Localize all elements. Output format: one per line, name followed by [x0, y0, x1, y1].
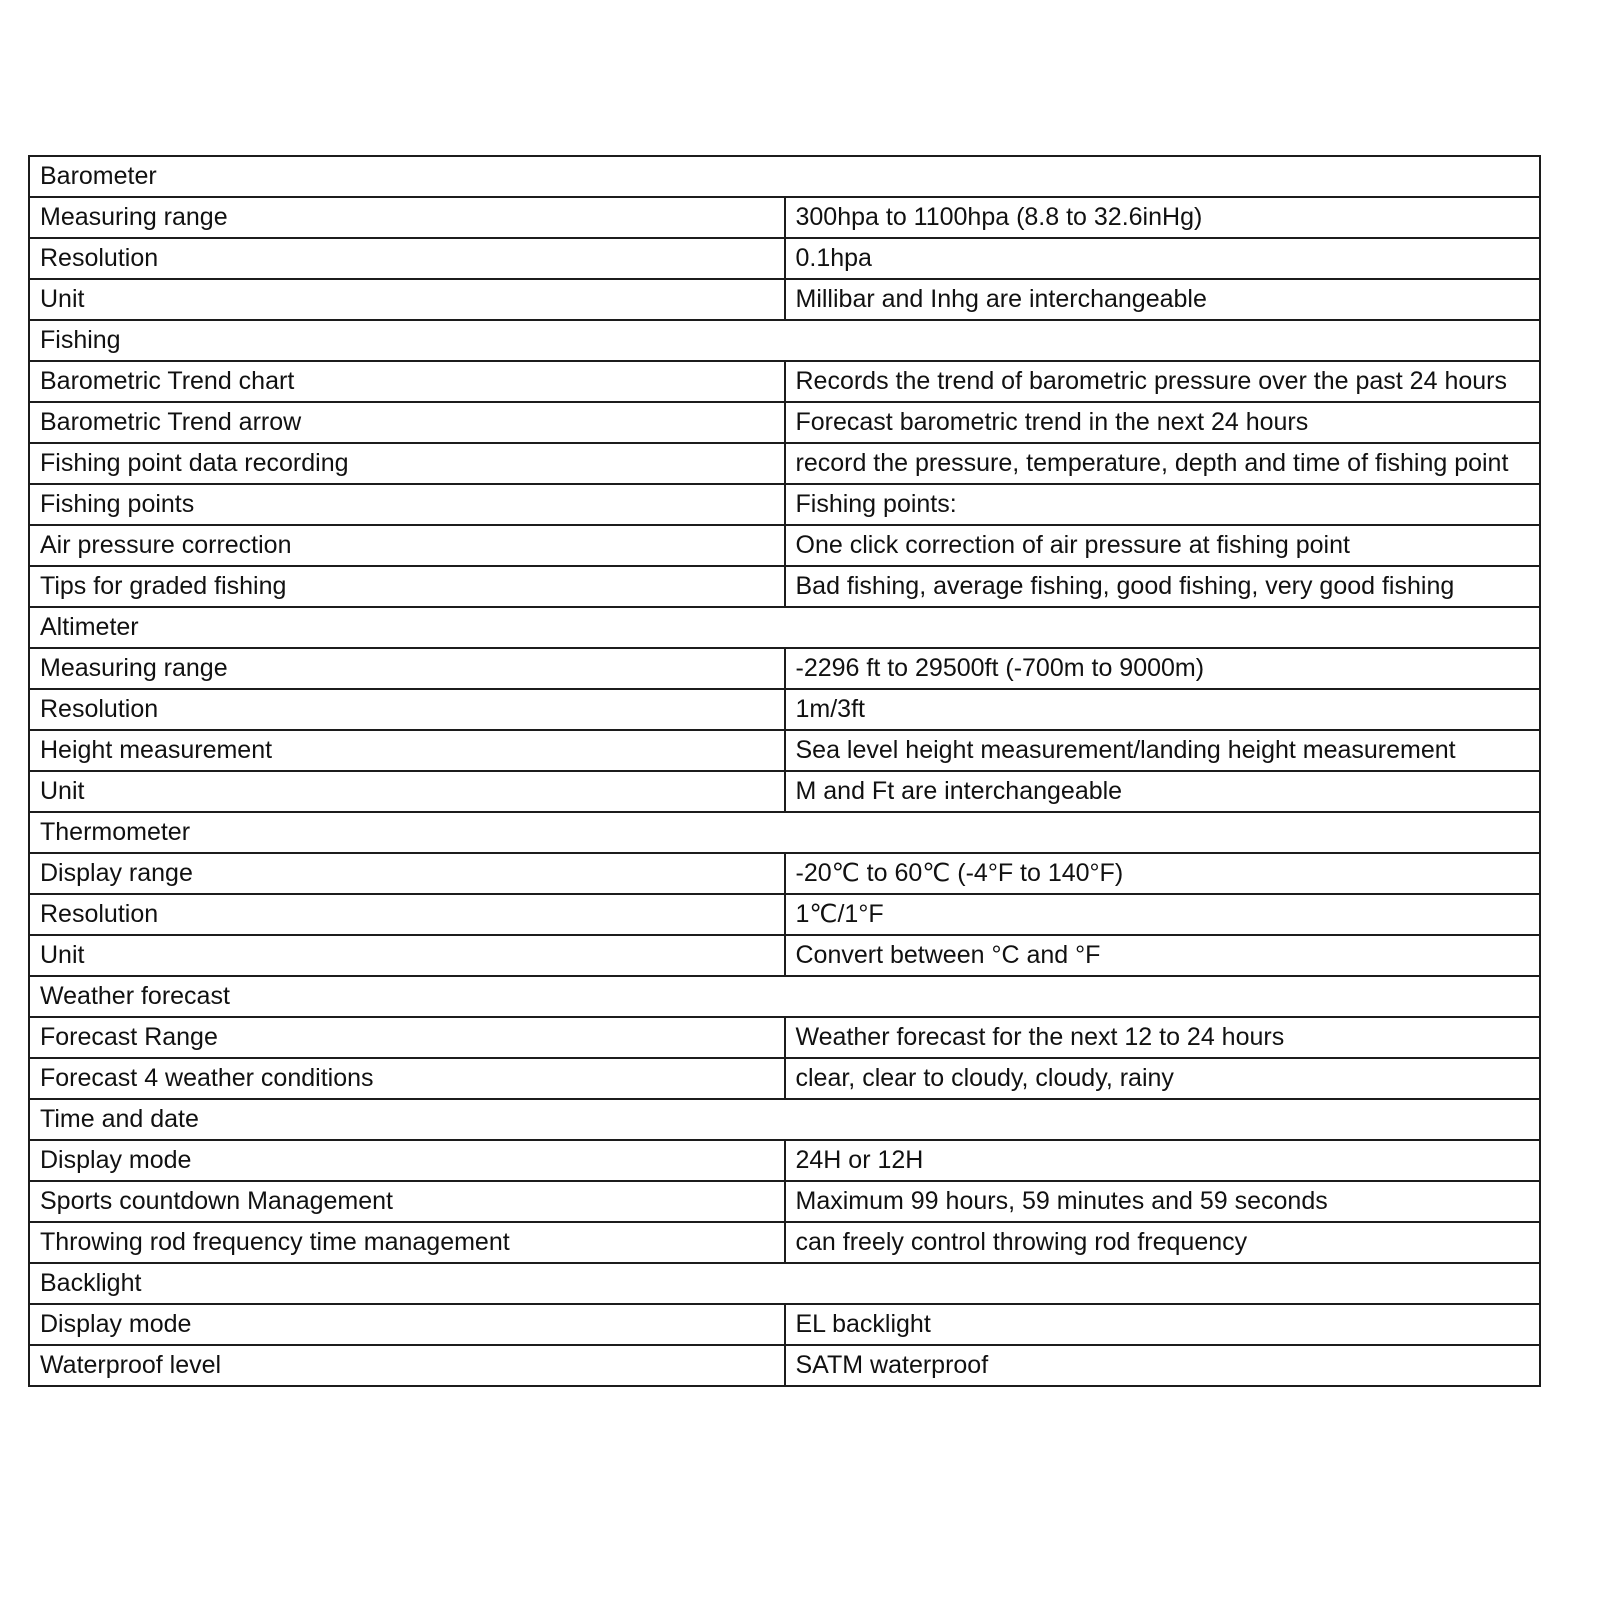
section-row — [29, 607, 1540, 648]
spec-label: Display mode — [29, 1140, 785, 1181]
section-row — [29, 812, 1540, 853]
spec-label: Resolution — [29, 238, 785, 279]
spec-row — [29, 402, 1540, 443]
section-title: Time and date — [29, 1099, 1540, 1140]
spec-label: Height measurement — [29, 730, 785, 771]
spec-value: Maximum 99 hours, 59 minutes and 59 seconds — [785, 1181, 1541, 1222]
section-row — [29, 1099, 1540, 1140]
spec-label: Sports countdown Management — [29, 1181, 785, 1222]
spec-row — [29, 1058, 1540, 1099]
spec-label: Forecast 4 weather conditions — [29, 1058, 785, 1099]
spec-value: Bad fishing, average fishing, good fishing, very good fishing — [785, 566, 1541, 607]
spec-value: SATM waterproof — [785, 1345, 1541, 1386]
spec-value: M and Ft are interchangeable — [785, 771, 1541, 812]
spec-row — [29, 443, 1540, 484]
spec-row — [29, 566, 1540, 607]
spec-label: Unit — [29, 771, 785, 812]
spec-row — [29, 197, 1540, 238]
spec-label: Resolution — [29, 894, 785, 935]
spec-value: -20℃ to 60℃ (-4°F to 140°F) — [785, 853, 1541, 894]
spec-label: Forecast Range — [29, 1017, 785, 1058]
spec-row — [29, 1017, 1540, 1058]
spec-value: EL backlight — [785, 1304, 1541, 1345]
section-title: Barometer — [29, 156, 1540, 197]
spec-label: Air pressure correction — [29, 525, 785, 566]
spec-row — [29, 1222, 1540, 1263]
spec-label: Barometric Trend chart — [29, 361, 785, 402]
spec-label: Display range — [29, 853, 785, 894]
spec-row — [29, 689, 1540, 730]
spec-row — [29, 1140, 1540, 1181]
spec-table-body — [29, 156, 1540, 1386]
spec-row — [29, 484, 1540, 525]
spec-value: Weather forecast for the next 12 to 24 hours — [785, 1017, 1541, 1058]
spec-value: 1℃/1°F — [785, 894, 1541, 935]
spec-row — [29, 853, 1540, 894]
spec-label: Measuring range — [29, 197, 785, 238]
spec-value: -2296 ft to 29500ft (-700m to 9000m) — [785, 648, 1541, 689]
section-title: Fishing — [29, 320, 1540, 361]
section-title: Altimeter — [29, 607, 1540, 648]
spec-row — [29, 1304, 1540, 1345]
section-title: Thermometer — [29, 812, 1540, 853]
section-row — [29, 320, 1540, 361]
spec-table-container — [28, 155, 1541, 1387]
spec-row — [29, 525, 1540, 566]
spec-value: 0.1hpa — [785, 238, 1541, 279]
spec-label: Unit — [29, 279, 785, 320]
spec-row — [29, 648, 1540, 689]
spec-row — [29, 771, 1540, 812]
section-title: Weather forecast — [29, 976, 1540, 1017]
spec-label: Resolution — [29, 689, 785, 730]
spec-value: Millibar and Inhg are interchangeable — [785, 279, 1541, 320]
section-row — [29, 1263, 1540, 1304]
section-row — [29, 156, 1540, 197]
spec-value: can freely control throwing rod frequency — [785, 1222, 1541, 1263]
spec-label: Fishing points — [29, 484, 785, 525]
spec-label: Waterproof level — [29, 1345, 785, 1386]
spec-value: Records the trend of barometric pressure over the past 24 hours — [785, 361, 1541, 402]
spec-row — [29, 238, 1540, 279]
spec-table — [28, 155, 1541, 1387]
spec-row — [29, 279, 1540, 320]
spec-row — [29, 361, 1540, 402]
spec-label: Measuring range — [29, 648, 785, 689]
spec-label: Display mode — [29, 1304, 785, 1345]
spec-label: Barometric Trend arrow — [29, 402, 785, 443]
spec-value: record the pressure, temperature, depth and time of fishing point — [785, 443, 1541, 484]
spec-label: Throwing rod frequency time management — [29, 1222, 785, 1263]
spec-row — [29, 1181, 1540, 1222]
spec-label: Fishing point data recording — [29, 443, 785, 484]
section-title: Backlight — [29, 1263, 1540, 1304]
spec-value: 300hpa to 1100hpa (8.8 to 32.6inHg) — [785, 197, 1541, 238]
spec-label: Unit — [29, 935, 785, 976]
spec-value: Forecast barometric trend in the next 24 hours — [785, 402, 1541, 443]
spec-value: clear, clear to cloudy, cloudy, rainy — [785, 1058, 1541, 1099]
spec-row — [29, 1345, 1540, 1386]
spec-value: 1m/3ft — [785, 689, 1541, 730]
spec-value: Sea level height measurement/landing height measurement — [785, 730, 1541, 771]
section-row — [29, 976, 1540, 1017]
spec-value: Convert between °C and °F — [785, 935, 1541, 976]
spec-label: Tips for graded fishing — [29, 566, 785, 607]
spec-row — [29, 730, 1540, 771]
spec-value: One click correction of air pressure at fishing point — [785, 525, 1541, 566]
spec-value: 24H or 12H — [785, 1140, 1541, 1181]
spec-row — [29, 935, 1540, 976]
spec-row — [29, 894, 1540, 935]
spec-value: Fishing points: — [785, 484, 1541, 525]
